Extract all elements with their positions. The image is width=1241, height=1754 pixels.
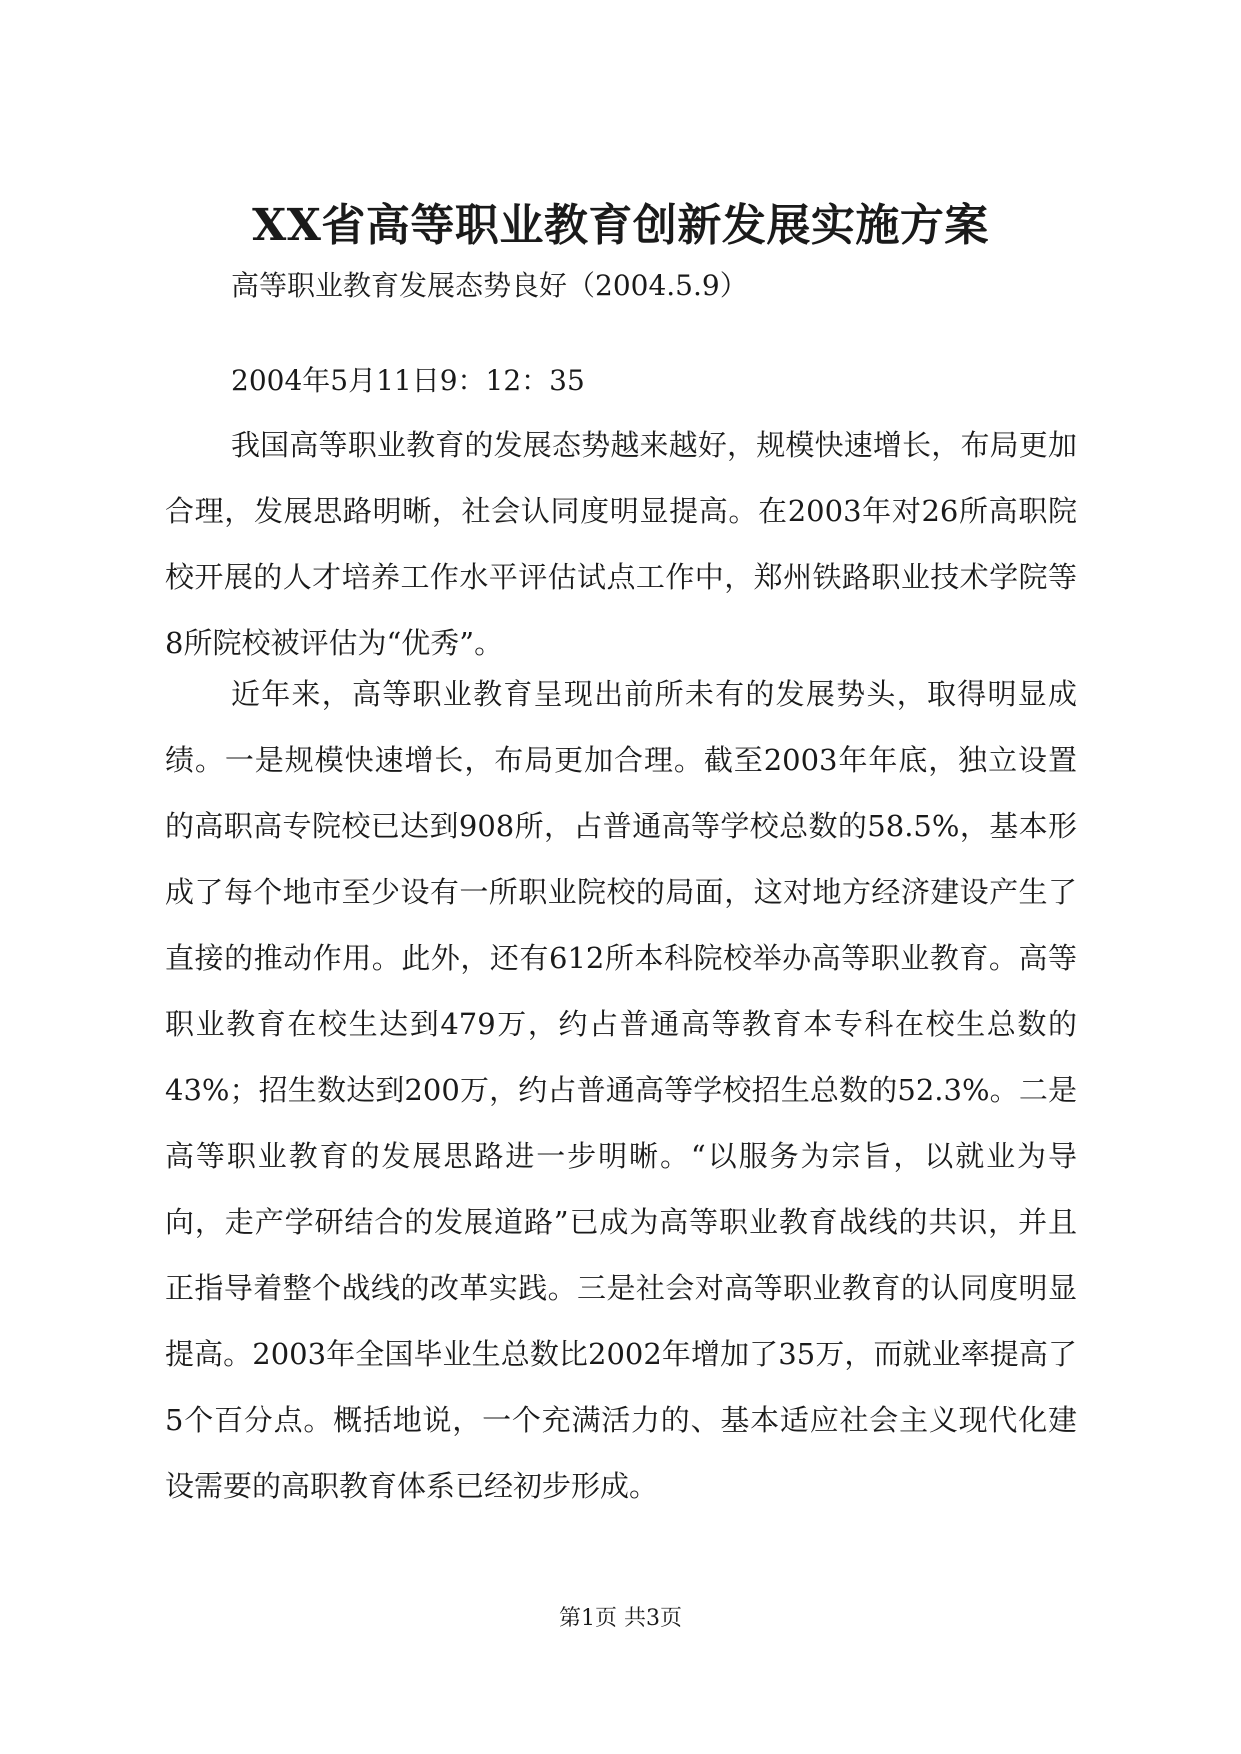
document-subtitle: 高等职业教育发展态势良好（2004.5.9） xyxy=(231,269,748,302)
body-paragraph-1: 我国高等职业教育的发展态势越来越好，规模快速增长，布局更加合理，发展思路明晰，社会认同度明显提高。在2003年对26所高职院校开展的人才培养工作水平评估试点工作中，郑州铁路职业技术学院等8所院校被评估为“优秀”。 xyxy=(165,428,1077,660)
page-footer: 第1页 共3页 xyxy=(559,1606,682,1631)
document-datetime: 2004年5月11日9：12：35 xyxy=(231,364,585,397)
document-title: XX省高等职业教育创新发展实施方案 xyxy=(252,200,989,251)
body-paragraph-2: 近年来，高等职业教育呈现出前所未有的发展势头，取得明显成绩。一是规模快速增长，布局更加合理。截至2003年年底，独立设置的高职高专院校已达到908所，占普通高等学校总数的58.5%，基本形成了每个地市至少设有一所职业院校的局面，这对地方经济建设产生了直接的推动作用。此外，还有612所本科院校举办高等职业教育。高等职业教育在校生达到479万，约占普通高等教育本专科在校生总数的43%；招生数达到200万，约占普通高等学校招生总数的52.3%。二是高等职业教育的发展思路进一步明晰。“以服务为宗旨，以就业为导向，走产学研结合的发展道路”已成为高等职业教育战线的共识，并且正指导着整个战线的改革实践。三是社会对高等职业教育的认同度明显提高。2003年全国毕业生总数比2002年增加了35万，而就业率提高了5个百分点。概括地说，一个充满活力的、基本适应社会主义现代化建设需要的高职教育体系已经初步形成。 xyxy=(165,677,1077,1503)
